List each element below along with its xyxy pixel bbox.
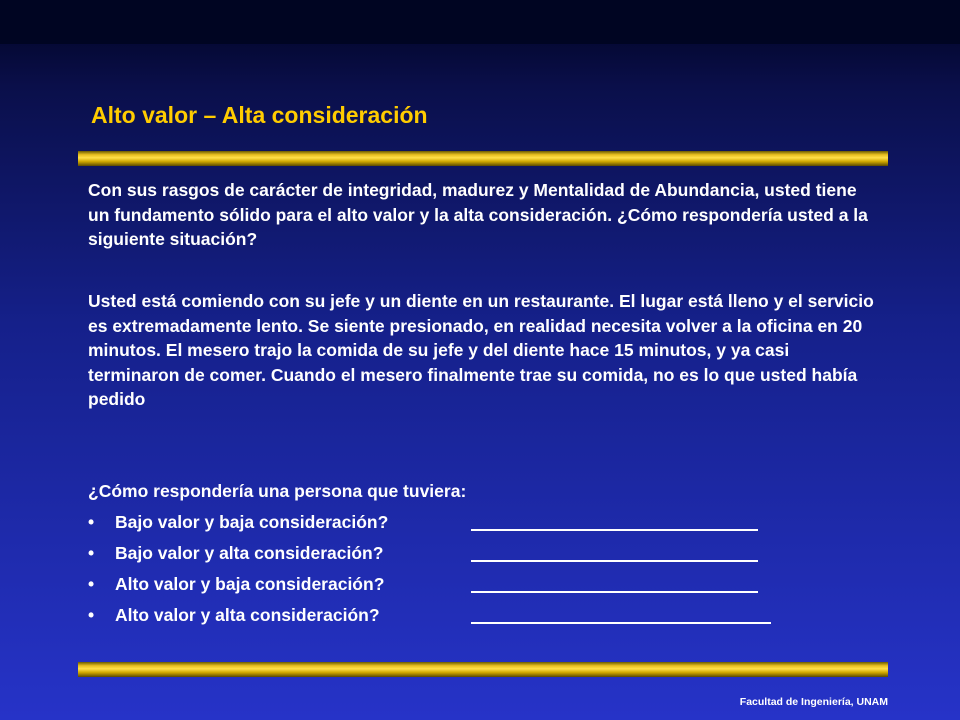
top-dark-band — [0, 0, 960, 44]
bullet-icon: • — [88, 574, 95, 594]
bullet-icon: • — [88, 543, 95, 563]
option-label: Bajo valor y alta consideración? — [115, 543, 384, 563]
question-prompt: ¿Cómo respondería una persona que tuviera: — [88, 481, 467, 501]
bullet-icon: • — [88, 605, 95, 625]
situation-paragraph: Usted está comiendo con su jefe y un diente en un restaurante. El lugar está lleno y el servicio es extremadamente lento. Se siente presionado, en realidad necesita volver a la oficina en 20 minutos. El mesero trajo la comida de su jefe y del diente hace 15 minutos, y ya casi terminaron de comer. Cuando el mesero finalmente trae su comida, no es lo que usted había pedido — [88, 291, 874, 409]
answer-blank-line — [471, 591, 758, 593]
bottom-gold-rule — [78, 662, 888, 677]
answer-blank-line — [471, 560, 758, 562]
option-label: Alto valor y alta consideración? — [115, 605, 380, 625]
intro-paragraph: Con sus rasgos de carácter de integridad, madurez y Mentalidad de Abundancia, usted tiene un fundamento sólido para el alto valor y la alta consideración. ¿Cómo respondería usted a la siguiente situación? — [88, 180, 868, 249]
answer-blank-line — [471, 529, 758, 531]
answer-blank-line — [471, 622, 771, 624]
option-label: Alto valor y baja consideración? — [115, 574, 385, 594]
bullet-icon: • — [88, 512, 95, 532]
option-label: Bajo valor y baja consideración? — [115, 512, 389, 532]
footer-institution: Facultad de Ingeniería, UNAM — [739, 696, 888, 708]
top-gold-rule — [78, 151, 888, 166]
slide-title: Alto valor – Alta consideración — [91, 102, 428, 128]
